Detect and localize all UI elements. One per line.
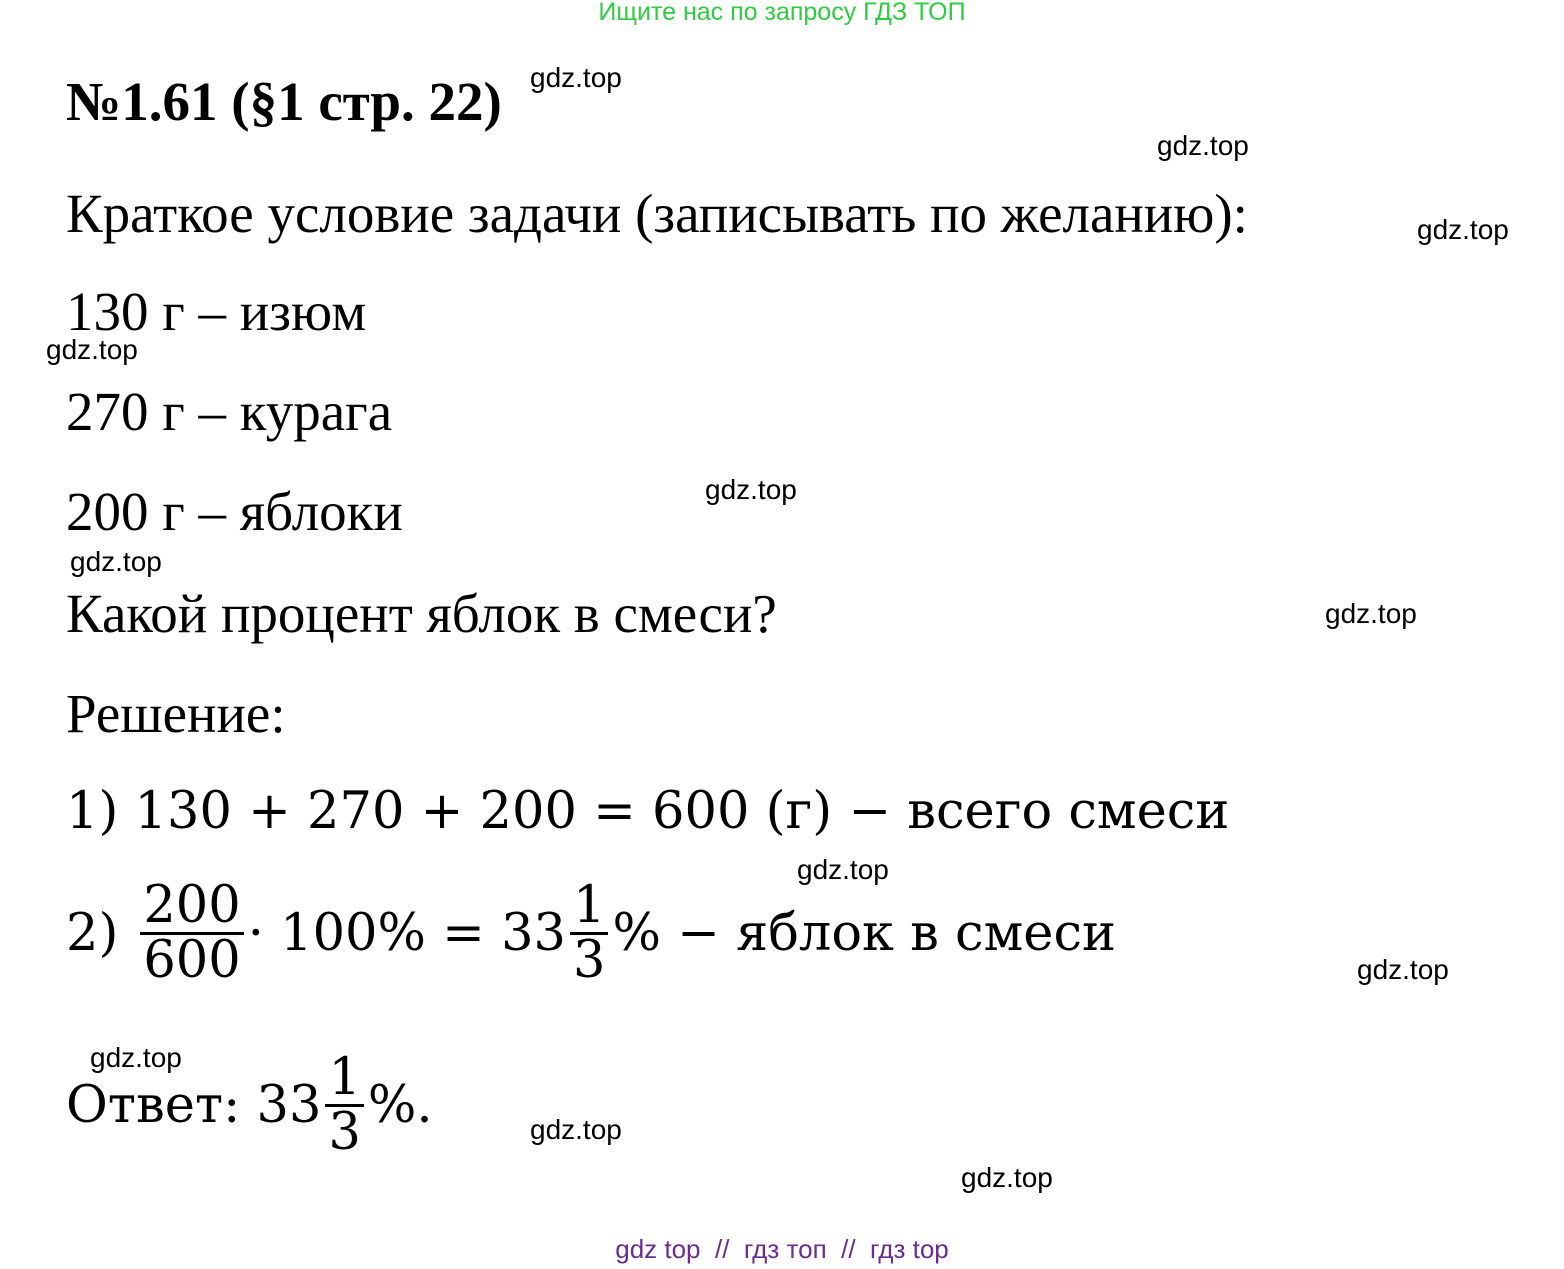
condition-item-raisins: 130 г – изюм	[66, 281, 367, 342]
watermark-text: gdz.top	[1417, 214, 1509, 245]
fraction-denominator: 600	[140, 932, 243, 987]
watermark-text: gdz.top	[530, 1114, 622, 1145]
fraction-numerator: 200	[143, 876, 241, 935]
fraction-denominator: 3	[325, 1104, 363, 1159]
watermark-text: gdz.top	[961, 1162, 1053, 1193]
condition-heading: Краткое условие задачи (записывать по желанию):	[66, 183, 1248, 244]
watermark-text: gdz.top	[797, 854, 889, 885]
condition-question: Какой процент яблок в смеси?	[66, 583, 777, 644]
solution-heading: Решение:	[66, 683, 286, 744]
answer-fraction	[325, 1048, 363, 1163]
solution-step-1: 1) 130 + 270 + 200 = 600 (г) − всего смеси	[66, 782, 1230, 841]
solution-step-2	[66, 876, 1117, 991]
problem-title: №1.61 (§1 стр. 22)	[66, 71, 502, 132]
fraction-numerator: 1	[572, 876, 606, 935]
fraction-numerator: 1	[328, 1048, 361, 1107]
watermark-text: gdz.top	[1357, 954, 1449, 985]
watermark-text: gdz.top	[1157, 130, 1249, 161]
footer-links: gdz top // гдз топ // гдз top	[615, 1234, 949, 1264]
fraction-denominator: 3	[570, 932, 608, 987]
fraction-200-600	[140, 876, 243, 991]
watermark-text: gdz.top	[70, 546, 162, 577]
step-2-suffix: % − яблок в смеси	[612, 904, 1117, 964]
watermark-text: gdz.top	[1325, 598, 1417, 629]
fraction-one-third	[570, 876, 608, 991]
answer-prefix: Ответ: 33	[66, 1076, 322, 1136]
condition-item-apples: 200 г – яблоки	[66, 481, 403, 542]
step-2-middle: · 100% = 33	[247, 904, 566, 964]
answer-suffix: %.	[367, 1076, 433, 1136]
condition-item-apricots: 270 г – курага	[66, 381, 393, 442]
watermark-text: gdz.top	[530, 62, 622, 93]
watermark-text: gdz.top	[90, 1042, 182, 1073]
watermark-text: gdz.top	[705, 474, 797, 505]
step-2-prefix: 2)	[66, 904, 119, 964]
search-banner: Ищите нас по запросу ГДЗ ТОП	[598, 0, 966, 26]
watermark-text: gdz.top	[46, 334, 138, 365]
